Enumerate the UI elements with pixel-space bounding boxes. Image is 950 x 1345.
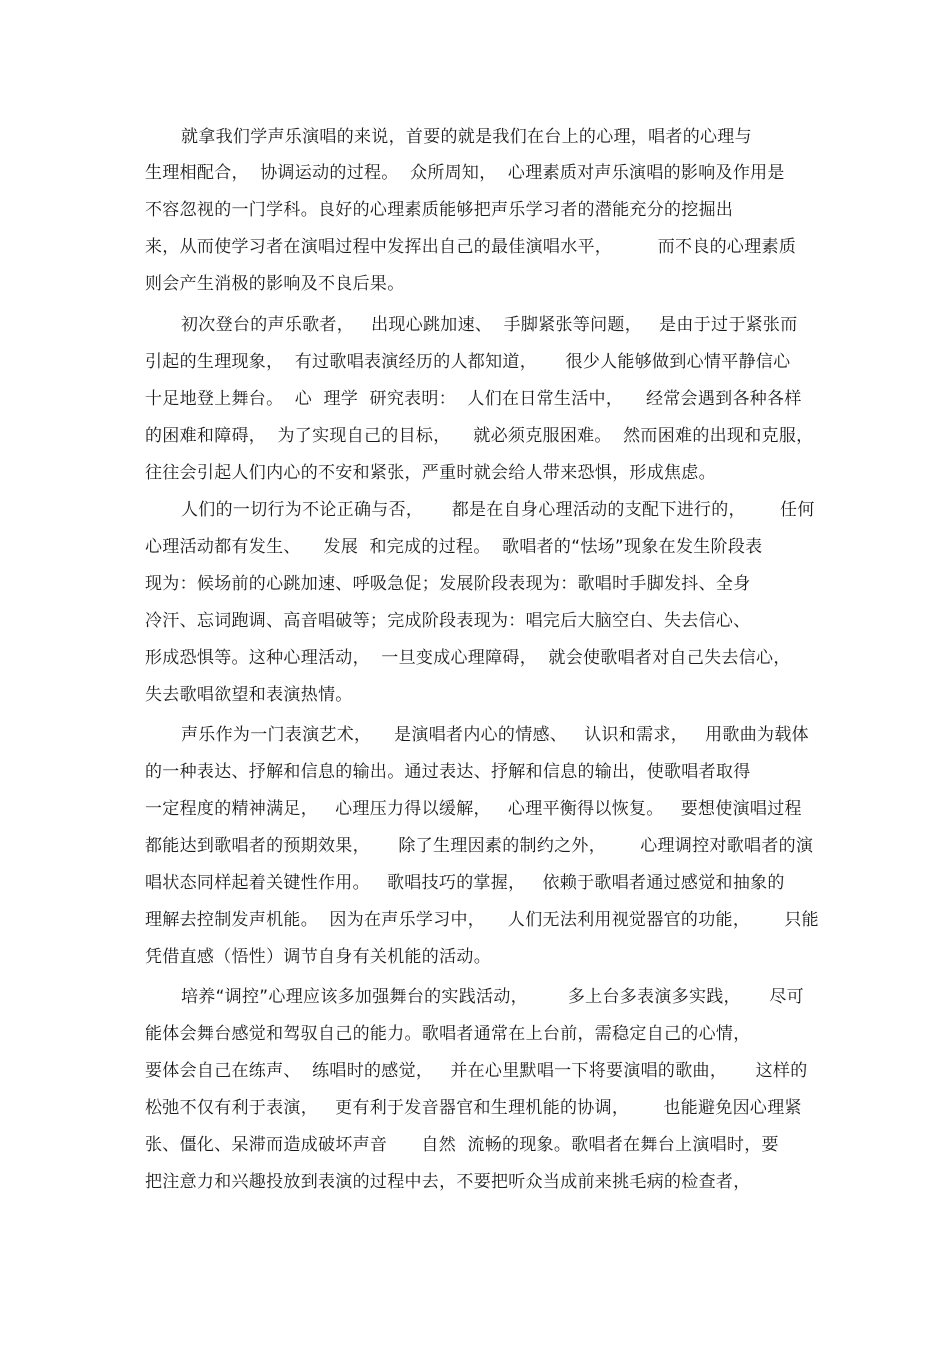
text-line: 要体会自己在练声、 练唱时的感觉， 并在心里默唱一下将要演唱的歌曲， 这样的 [145, 1061, 808, 1081]
text-line: 唱状态同样起着关键性作用。 歌唱技巧的掌握， 依赖于歌唱者通过感觉和抽象的 [145, 873, 785, 893]
text-line: 引起的生理现象， 有过歌唱表演经历的人都知道， 很少人能够做到心情平静信心 [145, 352, 791, 372]
text-line: 凭借直感（悟性）调节自身有关机能的活动。 [145, 947, 491, 967]
text-line: 都能达到歌唱者的预期效果， 除了生理因素的制约之外， 心理调控对歌唱者的演 [145, 836, 814, 856]
text-line: 冷汗、忘词跑调、高音唱破等；完成阶段表现为：唱完后大脑空白、失去信心、 [145, 611, 751, 631]
text-line: 往往会引起人们内心的不安和紧张，严重时就会给人带来恐惧，形成焦虑。 [145, 463, 716, 483]
text-line: 一定程度的精神满足， 心理压力得以缓解， 心理平衡得以恢复。 要想使演唱过程 [145, 799, 802, 819]
text-line: 松弛不仅有利于表演， 更有利于发音器官和生理机能的协调， 也能避免因心理紧 [145, 1098, 802, 1118]
text-line: 就拿我们学声乐演唱的来说，首要的就是我们在台上的心理，唱者的心理与 [181, 127, 752, 147]
text-line: 不容忽视的一门学科。良好的心理素质能够把声乐学习者的潜能充分的挖掘出 [145, 200, 734, 220]
text-line: 理解去控制发声机能。 因为在声乐学习中， 人们无法利用视觉器官的功能， 只能 [145, 910, 819, 930]
text-line: 来，从而使学习者在演唱过程中发挥出自己的最佳演唱水平， 而不良的心理素质 [145, 237, 797, 257]
text-line: 则会产生消极的影响及不良后果。 [145, 274, 405, 294]
text-line: 生理相配合， 协调运动的过程。 众所周知， 心理素质对声乐演唱的影响及作用是 [145, 163, 785, 183]
text-line: 张、僵化、呆滞而造成破坏声音 自然 流畅的现象。歌唱者在舞台上演唱时，要 [145, 1135, 779, 1155]
text-line: 把注意力和兴趣投放到表演的过程中去，不要把听众当成前来挑毛病的检查者， [145, 1172, 751, 1192]
text-line: 初次登台的声乐歌者， 出现心跳加速、 手脚紧张等问题， 是由于过于紧张而 [181, 315, 798, 335]
text-line: 形成恐惧等。这种心理活动， 一旦变成心理障碍， 就会使歌唱者对自己失去信心， [145, 648, 791, 668]
text-line: 能体会舞台感觉和驾驭自己的能力。歌唱者通常在上台前，需稳定自己的心情， [145, 1024, 751, 1044]
text-line: 十足地登上舞台。 心 理学 研究表明： 人们在日常生活中， 经常会遇到各种各样 [145, 389, 802, 409]
text-line: 现为：候场前的心跳加速、呼吸急促；发展阶段表现为：歌唱时手脚发抖、全身 [145, 574, 751, 594]
text-line: 的一种表达、抒解和信息的输出。通过表达、抒解和信息的输出，使歌唱者取得 [145, 762, 751, 782]
text-line: 失去歌唱欲望和表演热情。 [145, 685, 353, 705]
text-line: 培养“调控”心理应该多加强舞台的实践活动， 多上台多表演多实践， 尽可 [181, 987, 804, 1007]
text-line: 的困难和障碍， 为了实现自己的目标， 就必须克服困难。 然而困难的出现和克服， [145, 426, 814, 446]
text-line: 人们的一切行为不论正确与否， 都是在自身心理活动的支配下进行的， 任何 [181, 500, 815, 520]
text-line: 声乐作为一门表演艺术， 是演唱者内心的情感、 认识和需求， 用歌曲为载体 [181, 725, 809, 745]
text-line: 心理活动都有发生、 发展 和完成的过程。 歌唱者的“怯场”现象在发生阶段表 [145, 537, 763, 557]
